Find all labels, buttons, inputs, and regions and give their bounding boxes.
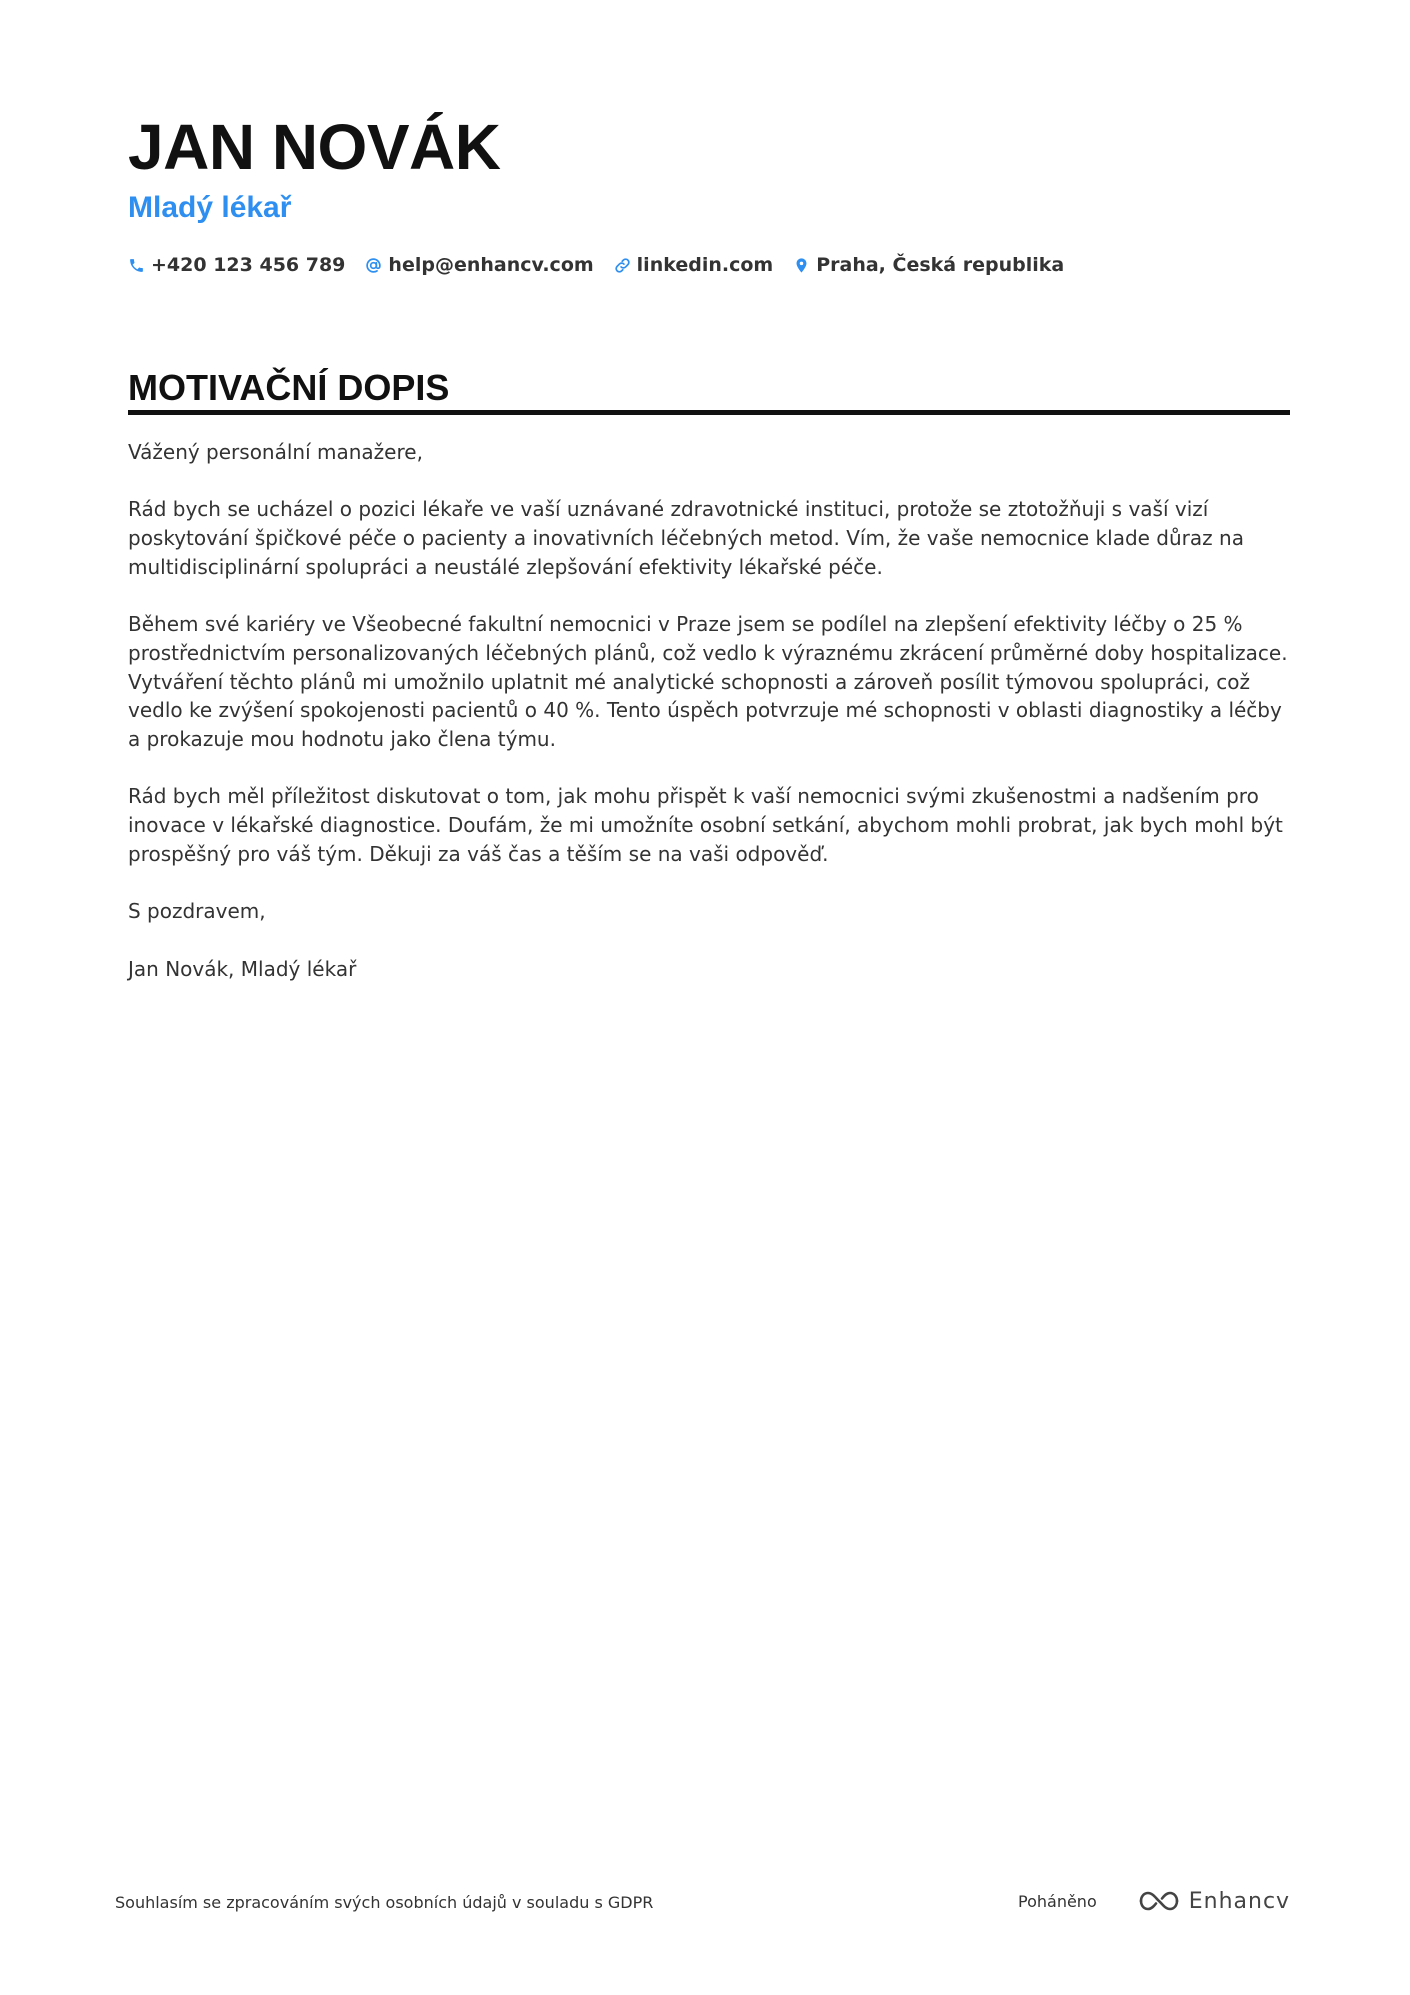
- at-icon: [365, 257, 382, 274]
- contact-phone-text: +420 123 456 789: [151, 254, 346, 276]
- section-divider: [128, 410, 1290, 415]
- contact-linkedin-text: linkedin.com: [636, 254, 774, 276]
- letter-body: [128, 438, 1290, 1012]
- powered-by: [1018, 1888, 1290, 1914]
- powered-by-label: Poháněno: [1018, 1891, 1097, 1911]
- gdpr-consent-text: Souhlasím se zpracováním svých osobních údajů v souladu s GDPR: [115, 1893, 654, 1912]
- contact-location: [793, 254, 1064, 276]
- candidate-role: Mladý lékař: [128, 191, 292, 224]
- enhancv-brand-link[interactable]: [1137, 1888, 1290, 1914]
- letter-paragraph: Během své kariéry ve Všeobecné fakultní nemocnici v Praze jsem se podílel na zlepšení efektivity léčby o 25 % prostřednictvím personalizovaných léčebných plánů, což vedlo k výraznému zkrácení průměrné doby hospitalizace. Vytváření těchto plánů mi umožnilo uplatnit mé analytické schopnosti a zároveň posílit týmovou spolupráci, což vedlo ke zvýšení spokojenosti pacientů o 40 %. Tento úspěch potvrzuje mé schopnosti v oblasti diagnostiky a léčby a prokazuje mou hodnotu jako člena týmu.: [128, 612, 1288, 751]
- contact-email-text: help@enhancv.com: [388, 254, 594, 276]
- letter-signature: Jan Novák, Mladý lékař: [128, 956, 357, 981]
- link-icon: [614, 257, 631, 274]
- contact-phone[interactable]: [128, 254, 345, 276]
- contact-bar: [128, 254, 1084, 276]
- location-pin-icon: [793, 257, 810, 274]
- section-title: MOTIVAČNÍ DOPIS: [128, 367, 450, 408]
- enhancv-logo-icon: [1137, 1888, 1181, 1914]
- contact-email[interactable]: [365, 254, 593, 276]
- letter-greeting: Vážený personální manažere,: [128, 440, 423, 464]
- candidate-name: JAN NOVÁK: [128, 111, 501, 183]
- contact-location-text: Praha, Česká republika: [816, 254, 1065, 276]
- contact-linkedin[interactable]: [614, 254, 774, 276]
- letter-paragraph: Rád bych se ucházel o pozici lékaře ve vaší uznávané zdravotnické instituci, protože se ztotožňuji s vaší vizí poskytování špičkové péče o pacienty a inovativních léčebných metod. Vím, že vaše nemocnice klade důraz na multidisciplinární spolupráci a neustálé zlepšování efektivity lékařské péče.: [128, 497, 1244, 579]
- letter-paragraph: Rád bych měl příležitost diskutovat o tom, jak mohu přispět k vaší nemocnici svými zkušenostmi a nadšením pro inovace v lékařské diagnostice. Doufám, že mi umožníte osobní setkání, abychom mohli probrat, jak bych mohl být prospěšný pro váš tým. Děkuji za váš čas a těším se na vaši odpověď.: [128, 784, 1283, 866]
- phone-icon: [128, 257, 145, 274]
- letter-closing: S pozdravem,: [128, 899, 266, 924]
- enhancv-brand-name: Enhancv: [1188, 1888, 1291, 1914]
